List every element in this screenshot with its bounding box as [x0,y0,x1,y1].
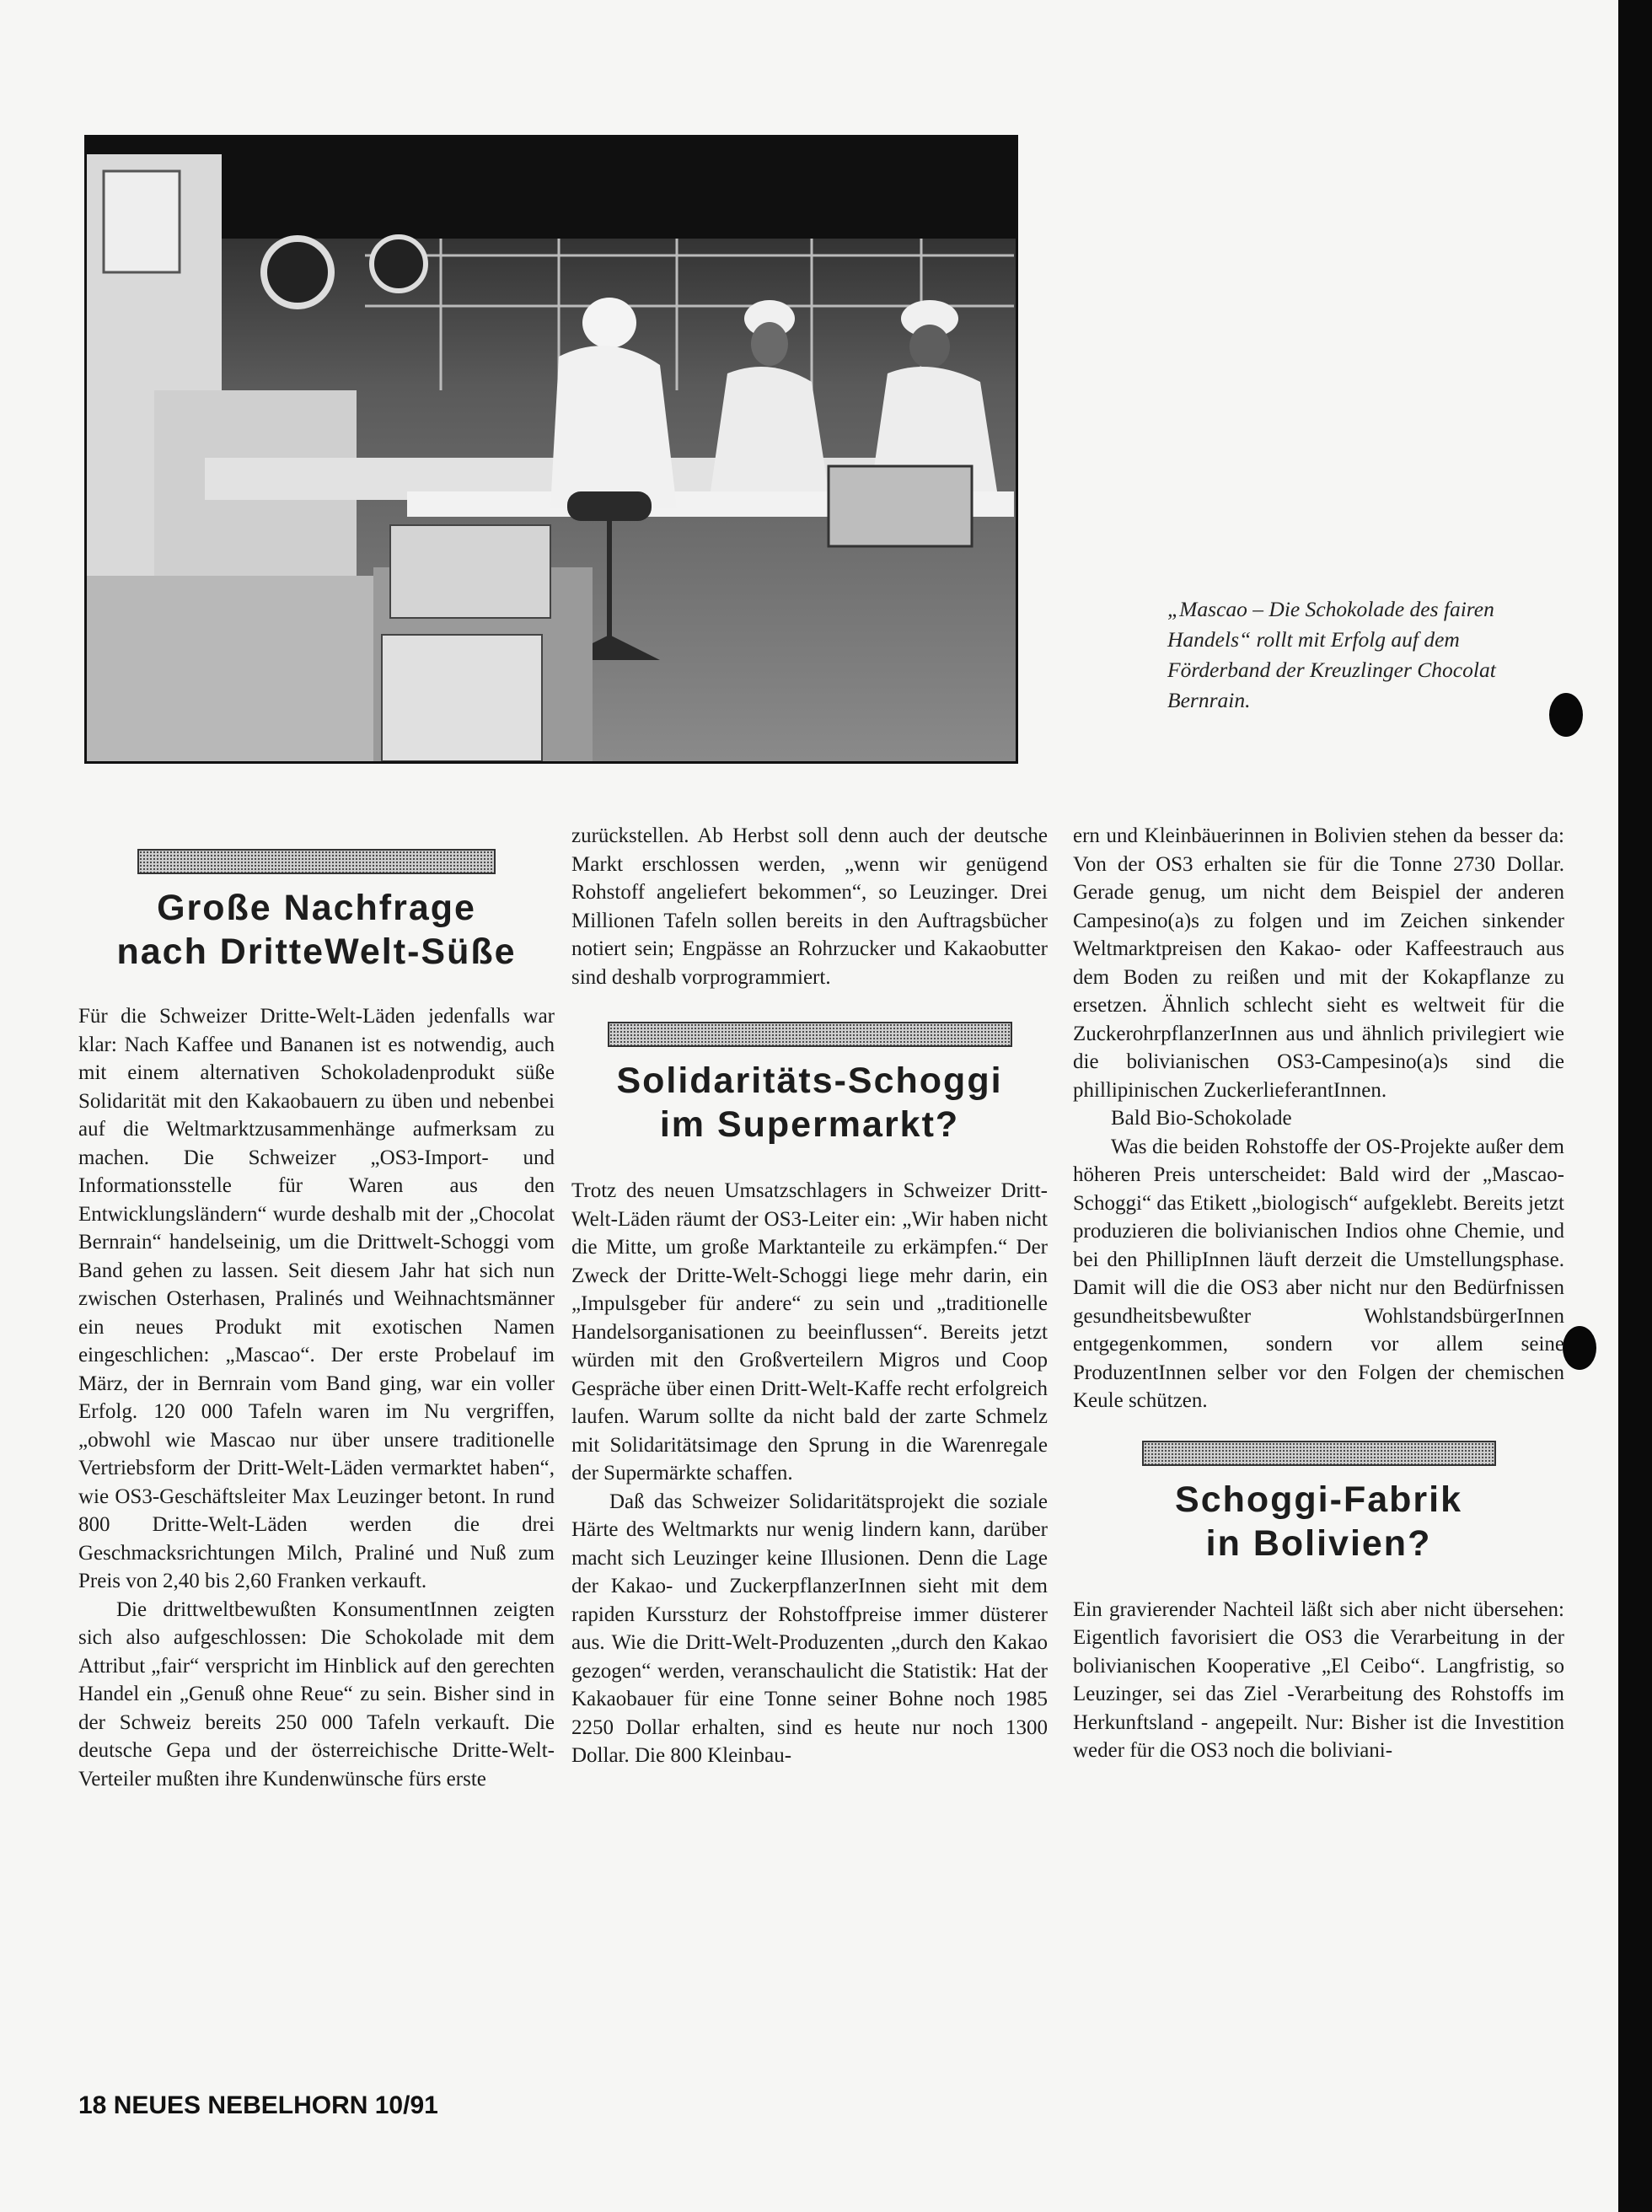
heading-schoggi-fabrik: Schoggi-Fabrik in Bolivien? [1175,1479,1462,1564]
column-2 [571,822,1048,1770]
page-edge-shadow [1618,0,1652,2212]
column-1 [78,822,555,1793]
body-paragraph: ern und Kleinbäuerinnen in Bolivien stehen da besser da: Von der OS3 erhalten sie für die Tonne 2730 Dollar. Gerade genug, um nicht dem Beispiel der anderen Campesino(a)s zu folgen und im Zeichen sinkender Weltmarktpreisen den Kakao- oder Kaffeestrauch aus dem Boden zu reißen und mit der Kokapflanze zu ersetzen. Ähnlich schlecht sieht es weltweit für die ZuckerohrpflanzerInnen aus und ähnlich privilegiert wie die bolivianischen OS3-Campesino(a)s sind die phillipinischen ZuckerlieferantInnen. [1073,824,1564,1102]
factory-photo [84,135,1018,764]
body-paragraph: Ein gravierender Nachteil läßt sich aber nicht übersehen: Eigentlich favorisiert die OS3 die Verarbeitung in der bolivianischen Kooperative „El Ceibo“. Langfristig, so Leuzinger, sei das Ziel -Verarbeitung des Rohstoffs im Herkunftsland - angepeilt. Nur: Bisher ist die Investition weder für die OS3 noch die boliviani- [1073,1597,1564,1762]
punch-hole-mark [1549,693,1583,737]
heading-grosse-nachfrage: Große Nachfrage nach DritteWelt-Süße [116,888,517,972]
heading-ornament-bar [1142,1441,1496,1466]
body-paragraph: Die drittweltbewußten KonsumentInnen zeigten sich also aufgeschlossen: Die Schokolade mit dem Attribut „fair“ verspricht im Hinblick auf den gerechten Handel ein „Genuß ohne Reue“ zu sein. Bisher sind in der Schweiz bereits 250 000 Tafeln verkauft. Die deutsche Gepa und der österreichische Dritte-Welt-Verteiler mußten ihre Kundenwünsche fürs erste [78,1597,555,1791]
subheading: Bald Bio-Schokolade [1111,1107,1292,1130]
body-paragraph: Für die Schweizer Dritte-Welt-Läden jedenfalls war klar: Nach Kaffee und Bananen ist es notwendig, auch mit einem alternativen Schokoladenprodukt süße Solidarität mit den Kakaobauern zu üben und nebenbei auf die Weltmarktzusammenhänge aufmerksam zu machen. Die Schweizer „OS3-Import- und Informationsstelle für Waren aus den Entwicklungsländern“ wurde deshalb mit der „Chocolat Bernrain“ handelseinig, um die Drittwelt-Schoggi vom Band gehen zu lassen. Seit diesem Jahr hat sich nun zwischen Osterhasen, Pralinés und Weihnachtsmänner ein neues Produkt mit exotischen Namen eingeschlichen: „Mascao“. Der erste Probelauf im März, der in Bernrain vom Band ging, war ein voller Erfolg. 120 000 Tafeln waren im Nu vergriffen, „obwohl wie Mascao nur über unsere traditionelle Vertriebsform der Dritt-Welt-Läden vermarktet haben“, wie OS3-Geschäftsleiter Max Leuzinger betont. In rund 800 Dritte-Welt-Läden werden die drei Geschmacksrichtungen Milch, Praliné und Nuß zum Preis von 2,40 bis 2,60 Franken verkauft. [78,1005,555,1592]
page-footer: 18 NEUES NEBELHORN 10/91 [78,2091,438,2119]
body-paragraph: Trotz des neuen Umsatzschlagers in Schweizer Dritt-Welt-Läden räumt der OS3-Leiter ein: „Wir haben nicht die Mitte, um große Marktanteile zu erkämpfen.“ Der Zweck der Dritte-Welt-Schoggi liege mehr darin, ein „Impulsgeber für andere“ zu sein und „traditionelle Handelsorganisationen zu beeinflussen“. Bereits jetzt würden mit den Großverteilern Migros und Coop Gespräche über einen Dritt-Welt-Kaffe recht erfolgreich laufen. Warum sollte da nicht bald der zarte Schmelz mit Solidaritätsimage den Sprung in die Warenregale der Supermärkte schaffen. [571,1179,1048,1485]
body-paragraph: zurückstellen. Ab Herbst soll denn auch der deutsche Markt erschlossen werden, „wenn wir genügend Rohstoff angeliefert bekommen“, so Leuzinger. Drei Millionen Tafeln sollen bereits in den Auftragsbücher notiert sein; Engpässe an Rohrzucker und Kakaobutter sind deshalb vorprogrammiert. [571,824,1048,989]
body-paragraph: Was die beiden Rohstoffe der OS-Projekte außer dem höheren Preis unterscheidet: Bald wird der „Mascao-Schoggi“ das Etikett „biologisch“ aufgeklebt. Bereits jetzt produzieren die bolivianischen Indios ohne Chemie, und bei den PhillipInnen läuft derzeit die Umstellungsphase. Damit will die die OS3 aber nicht nur den Bedürfnissen gesundheitsbewußter WohlstandsbürgerInnen entgegenkommen, sondern vor allem seine ProduzentInnen selber vor den Folgen der chemischen Keule schützen. [1073,1135,1564,1412]
column-3 [1073,822,1564,1765]
heading-ornament-bar [137,849,496,874]
heading-solidaritaets-schoggi: Solidaritäts-Schoggi im Supermarkt? [616,1060,1003,1145]
punch-hole-mark [1563,1326,1596,1370]
body-paragraph: Daß das Schweizer Solidaritätsprojekt die soziale Härte des Weltmarkts nur wenig lindern kann, darüber macht sich Leuzinger keine Illusionen. Denn die Lage der Kakao- und ZuckerpflanzerInnen sieht mit dem rapiden Kurssturz der Rohstoffpreise immer düsterer aus. Wie die Dritt-Welt-Produzenten „durch den Kakao gezogen“ werden, veranschaulicht die Statistik: Hat der Kakaobauer für eine Tonne seiner Bohne noch 1985 2250 Dollar erhalten, sind es heute nur noch 1300 Dollar. Die 800 Kleinbau- [571,1490,1048,1767]
heading-ornament-bar [608,1022,1012,1047]
photo-caption: „Mascao – Die Schokolade des fairen Handels“ rollt mit Erfolg auf dem Förderband der Kreuzlinger Chocolat Bernrain. [1167,597,1496,712]
